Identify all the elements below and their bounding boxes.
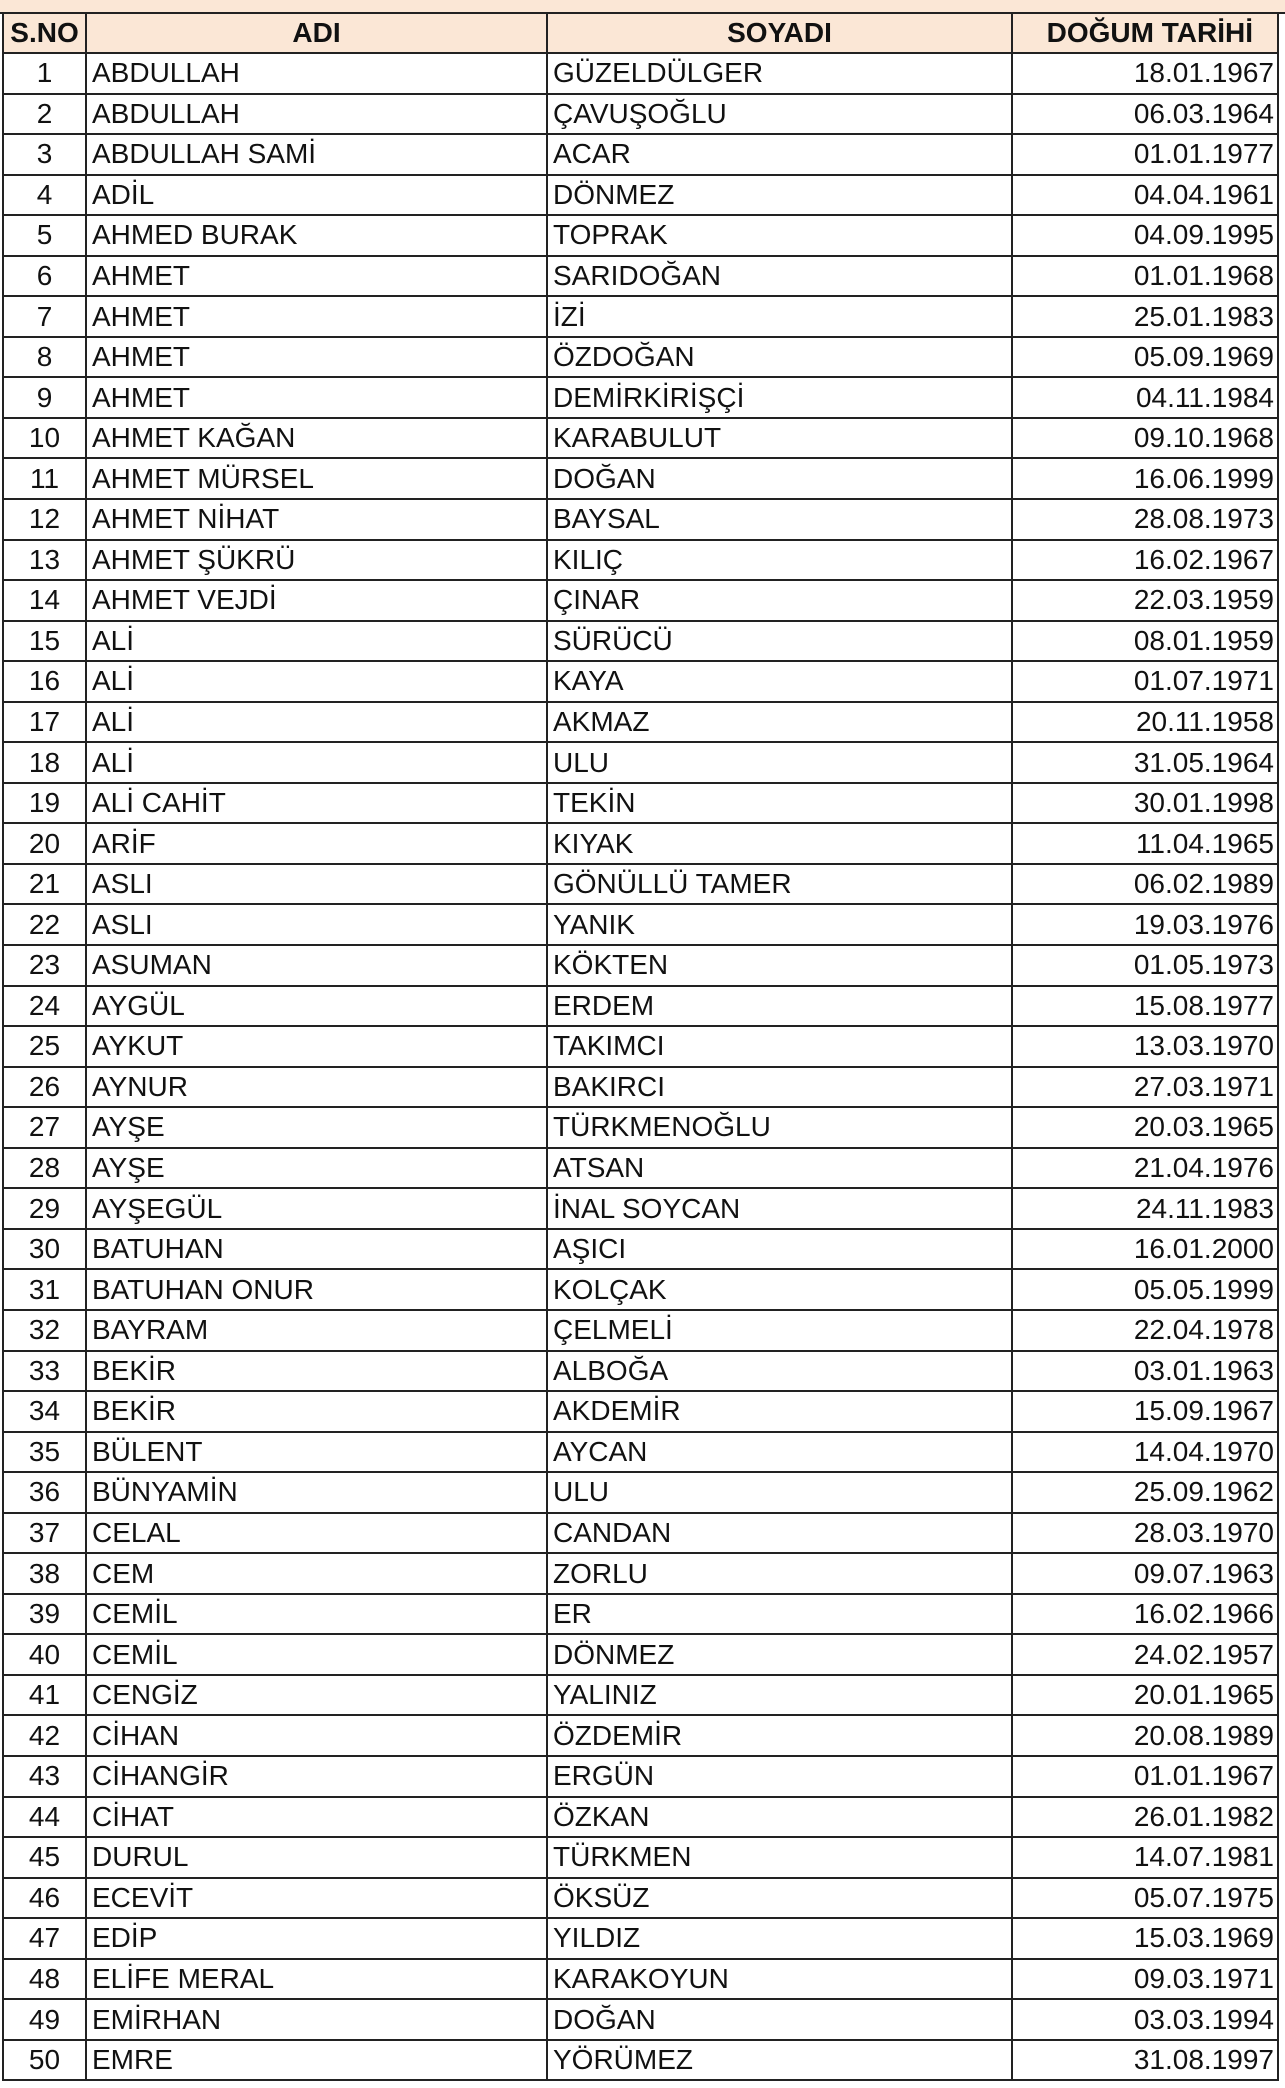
sno-cell: 19 xyxy=(3,783,86,824)
table-row xyxy=(3,1878,1278,1919)
table-row xyxy=(3,1067,1278,1108)
table-row xyxy=(3,580,1278,621)
sno-cell: 28 xyxy=(3,1148,86,1189)
adi-cell: EMRE xyxy=(86,2040,547,2081)
soyadi-cell: DÖNMEZ xyxy=(547,175,1012,216)
sno-cell: 22 xyxy=(3,904,86,945)
dob-cell: 18.01.1967 xyxy=(1012,53,1278,94)
sno-cell: 23 xyxy=(3,945,86,986)
table-row xyxy=(3,864,1278,905)
soyadi-cell: ÇINAR xyxy=(547,580,1012,621)
header-soyadi: SOYADI xyxy=(547,13,1012,53)
adi-cell: CİHANGİR xyxy=(86,1756,547,1797)
dob-cell: 27.03.1971 xyxy=(1012,1067,1278,1108)
adi-cell: AHMET KAĞAN xyxy=(86,418,547,459)
sno-cell: 43 xyxy=(3,1756,86,1797)
adi-cell: AHMET NİHAT xyxy=(86,499,547,540)
sno-cell: 3 xyxy=(3,134,86,175)
dob-cell: 15.09.1967 xyxy=(1012,1391,1278,1432)
adi-cell: CİHAN xyxy=(86,1715,547,1756)
dob-cell: 08.01.1959 xyxy=(1012,621,1278,662)
sno-cell: 8 xyxy=(3,337,86,378)
table-row xyxy=(3,986,1278,1027)
soyadi-cell: ALBOĞA xyxy=(547,1351,1012,1392)
table-row xyxy=(3,256,1278,297)
soyadi-cell: İZİ xyxy=(547,296,1012,337)
dob-cell: 13.03.1970 xyxy=(1012,1026,1278,1067)
sno-cell: 16 xyxy=(3,661,86,702)
adi-cell: AYNUR xyxy=(86,1067,547,1108)
dob-cell: 20.08.1989 xyxy=(1012,1715,1278,1756)
sno-cell: 46 xyxy=(3,1878,86,1919)
dob-cell: 04.09.1995 xyxy=(1012,215,1278,256)
table-row xyxy=(3,540,1278,581)
sno-cell: 1 xyxy=(3,53,86,94)
dob-cell: 06.03.1964 xyxy=(1012,94,1278,135)
adi-cell: ALİ xyxy=(86,702,547,743)
adi-cell: EDİP xyxy=(86,1918,547,1959)
soyadi-cell: ERDEM xyxy=(547,986,1012,1027)
table-row xyxy=(3,134,1278,175)
dob-cell: 14.07.1981 xyxy=(1012,1837,1278,1878)
soyadi-cell: DOĞAN xyxy=(547,1999,1012,2040)
table-row xyxy=(3,1269,1278,1310)
soyadi-cell: KARAKOYUN xyxy=(547,1959,1012,2000)
soyadi-cell: KOLÇAK xyxy=(547,1269,1012,1310)
adi-cell: AHMET ŞÜKRÜ xyxy=(86,540,547,581)
soyadi-cell: ACAR xyxy=(547,134,1012,175)
dob-cell: 21.04.1976 xyxy=(1012,1148,1278,1189)
sno-cell: 17 xyxy=(3,702,86,743)
soyadi-cell: TÜRKMENOĞLU xyxy=(547,1107,1012,1148)
table-row xyxy=(3,1999,1278,2040)
table-row xyxy=(3,1675,1278,1716)
roster-table xyxy=(2,12,1279,2081)
dob-cell: 16.02.1967 xyxy=(1012,540,1278,581)
table-row xyxy=(3,296,1278,337)
soyadi-cell: ER xyxy=(547,1594,1012,1635)
soyadi-cell: DÖNMEZ xyxy=(547,1634,1012,1675)
sno-cell: 13 xyxy=(3,540,86,581)
soyadi-cell: AŞICI xyxy=(547,1229,1012,1270)
table-row xyxy=(3,945,1278,986)
dob-cell: 09.10.1968 xyxy=(1012,418,1278,459)
table-body xyxy=(3,53,1278,2080)
sno-cell: 36 xyxy=(3,1472,86,1513)
dob-cell: 19.03.1976 xyxy=(1012,904,1278,945)
adi-cell: AYŞE xyxy=(86,1107,547,1148)
soyadi-cell: TÜRKMEN xyxy=(547,1837,1012,1878)
table-row xyxy=(3,175,1278,216)
adi-cell: EMİRHAN xyxy=(86,1999,547,2040)
sno-cell: 32 xyxy=(3,1310,86,1351)
adi-cell: ADİL xyxy=(86,175,547,216)
table-row xyxy=(3,661,1278,702)
sno-cell: 18 xyxy=(3,742,86,783)
adi-cell: AHMET xyxy=(86,377,547,418)
adi-cell: AHMET VEJDİ xyxy=(86,580,547,621)
soyadi-cell: KARABULUT xyxy=(547,418,1012,459)
table-row xyxy=(3,1513,1278,1554)
table-row xyxy=(3,377,1278,418)
table-row xyxy=(3,1351,1278,1392)
table-row xyxy=(3,1837,1278,1878)
soyadi-cell: KIYAK xyxy=(547,823,1012,864)
dob-cell: 01.07.1971 xyxy=(1012,661,1278,702)
adi-cell: AHMET xyxy=(86,337,547,378)
soyadi-cell: ÖKSÜZ xyxy=(547,1878,1012,1919)
sno-cell: 40 xyxy=(3,1634,86,1675)
adi-cell: CEMİL xyxy=(86,1634,547,1675)
soyadi-cell: SARIDOĞAN xyxy=(547,256,1012,297)
sno-cell: 25 xyxy=(3,1026,86,1067)
soyadi-cell: GÜZELDÜLGER xyxy=(547,53,1012,94)
adi-cell: ALİ CAHİT xyxy=(86,783,547,824)
table-row xyxy=(3,53,1278,94)
sno-cell: 6 xyxy=(3,256,86,297)
soyadi-cell: AKMAZ xyxy=(547,702,1012,743)
dob-cell: 16.02.1966 xyxy=(1012,1594,1278,1635)
dob-cell: 30.01.1998 xyxy=(1012,783,1278,824)
dob-cell: 05.05.1999 xyxy=(1012,1269,1278,1310)
table-row xyxy=(3,418,1278,459)
dob-cell: 05.09.1969 xyxy=(1012,337,1278,378)
sno-cell: 44 xyxy=(3,1797,86,1838)
soyadi-cell: ZORLU xyxy=(547,1553,1012,1594)
header-sno: S.NO xyxy=(3,13,86,53)
adi-cell: CELAL xyxy=(86,1513,547,1554)
soyadi-cell: İNAL SOYCAN xyxy=(547,1188,1012,1229)
sno-cell: 15 xyxy=(3,621,86,662)
soyadi-cell: ERGÜN xyxy=(547,1756,1012,1797)
sno-cell: 11 xyxy=(3,458,86,499)
dob-cell: 05.07.1975 xyxy=(1012,1878,1278,1919)
sno-cell: 48 xyxy=(3,1959,86,2000)
soyadi-cell: AYCAN xyxy=(547,1432,1012,1473)
adi-cell: ABDULLAH SAMİ xyxy=(86,134,547,175)
table-row xyxy=(3,1148,1278,1189)
soyadi-cell: ÖZKAN xyxy=(547,1797,1012,1838)
soyadi-cell: BAYSAL xyxy=(547,499,1012,540)
adi-cell: BEKİR xyxy=(86,1391,547,1432)
adi-cell: AHMED BURAK xyxy=(86,215,547,256)
adi-cell: AYKUT xyxy=(86,1026,547,1067)
dob-cell: 31.08.1997 xyxy=(1012,2040,1278,2081)
dob-cell: 16.01.2000 xyxy=(1012,1229,1278,1270)
dob-cell: 06.02.1989 xyxy=(1012,864,1278,905)
table-row xyxy=(3,1391,1278,1432)
adi-cell: CEM xyxy=(86,1553,547,1594)
dob-cell: 22.03.1959 xyxy=(1012,580,1278,621)
adi-cell: AYGÜL xyxy=(86,986,547,1027)
soyadi-cell: ÖZDOĞAN xyxy=(547,337,1012,378)
soyadi-cell: ULU xyxy=(547,742,1012,783)
table-row xyxy=(3,458,1278,499)
soyadi-cell: CANDAN xyxy=(547,1513,1012,1554)
sno-cell: 29 xyxy=(3,1188,86,1229)
sno-cell: 49 xyxy=(3,1999,86,2040)
adi-cell: BATUHAN ONUR xyxy=(86,1269,547,1310)
table-row xyxy=(3,499,1278,540)
dob-cell: 24.11.1983 xyxy=(1012,1188,1278,1229)
dob-cell: 14.04.1970 xyxy=(1012,1432,1278,1473)
table-row xyxy=(3,1188,1278,1229)
soyadi-cell: DOĞAN xyxy=(547,458,1012,499)
dob-cell: 25.01.1983 xyxy=(1012,296,1278,337)
dob-cell: 31.05.1964 xyxy=(1012,742,1278,783)
adi-cell: ALİ xyxy=(86,661,547,702)
table-row xyxy=(3,1229,1278,1270)
adi-cell: AHMET xyxy=(86,256,547,297)
sno-cell: 2 xyxy=(3,94,86,135)
dob-cell: 26.01.1982 xyxy=(1012,1797,1278,1838)
sno-cell: 35 xyxy=(3,1432,86,1473)
header-adi: ADI xyxy=(86,13,547,53)
soyadi-cell: YANIK xyxy=(547,904,1012,945)
sno-cell: 34 xyxy=(3,1391,86,1432)
soyadi-cell: KAYA xyxy=(547,661,1012,702)
soyadi-cell: ÇELMELİ xyxy=(547,1310,1012,1351)
header-dob: DOĞUM TARİHİ xyxy=(1012,13,1278,53)
adi-cell: DURUL xyxy=(86,1837,547,1878)
sno-cell: 4 xyxy=(3,175,86,216)
dob-cell: 03.01.1963 xyxy=(1012,1351,1278,1392)
sno-cell: 24 xyxy=(3,986,86,1027)
dob-cell: 20.03.1965 xyxy=(1012,1107,1278,1148)
sno-cell: 33 xyxy=(3,1351,86,1392)
table-header xyxy=(3,13,1278,53)
dob-cell: 24.02.1957 xyxy=(1012,1634,1278,1675)
adi-cell: CEMİL xyxy=(86,1594,547,1635)
table-row xyxy=(3,1553,1278,1594)
dob-cell: 09.07.1963 xyxy=(1012,1553,1278,1594)
adi-cell: BAYRAM xyxy=(86,1310,547,1351)
sno-cell: 38 xyxy=(3,1553,86,1594)
adi-cell: BATUHAN xyxy=(86,1229,547,1270)
soyadi-cell: YILDIZ xyxy=(547,1918,1012,1959)
soyadi-cell: YÖRÜMEZ xyxy=(547,2040,1012,2081)
table-row xyxy=(3,337,1278,378)
sno-cell: 50 xyxy=(3,2040,86,2081)
table-row xyxy=(3,94,1278,135)
table-row xyxy=(3,1756,1278,1797)
sno-cell: 14 xyxy=(3,580,86,621)
adi-cell: BEKİR xyxy=(86,1351,547,1392)
sno-cell: 37 xyxy=(3,1513,86,1554)
table-row xyxy=(3,1472,1278,1513)
adi-cell: BÜLENT xyxy=(86,1432,547,1473)
adi-cell: ASLI xyxy=(86,904,547,945)
dob-cell: 01.01.1967 xyxy=(1012,1756,1278,1797)
dob-cell: 11.04.1965 xyxy=(1012,823,1278,864)
sno-cell: 45 xyxy=(3,1837,86,1878)
soyadi-cell: KILIÇ xyxy=(547,540,1012,581)
dob-cell: 25.09.1962 xyxy=(1012,1472,1278,1513)
adi-cell: CİHAT xyxy=(86,1797,547,1838)
table-row xyxy=(3,1107,1278,1148)
soyadi-cell: TAKIMCI xyxy=(547,1026,1012,1067)
table-row xyxy=(3,2040,1278,2081)
adi-cell: ECEVİT xyxy=(86,1878,547,1919)
adi-cell: CENGİZ xyxy=(86,1675,547,1716)
soyadi-cell: GÖNÜLLÜ TAMER xyxy=(547,864,1012,905)
soyadi-cell: AKDEMİR xyxy=(547,1391,1012,1432)
dob-cell: 16.06.1999 xyxy=(1012,458,1278,499)
dob-cell: 04.11.1984 xyxy=(1012,377,1278,418)
adi-cell: BÜNYAMİN xyxy=(86,1472,547,1513)
sno-cell: 47 xyxy=(3,1918,86,1959)
adi-cell: AYŞEGÜL xyxy=(86,1188,547,1229)
soyadi-cell: YALINIZ xyxy=(547,1675,1012,1716)
table-row xyxy=(3,1959,1278,2000)
soyadi-cell: ÇAVUŞOĞLU xyxy=(547,94,1012,135)
dob-cell: 22.04.1978 xyxy=(1012,1310,1278,1351)
dob-cell: 03.03.1994 xyxy=(1012,1999,1278,2040)
soyadi-cell: SÜRÜCÜ xyxy=(547,621,1012,662)
table-row xyxy=(3,1310,1278,1351)
adi-cell: AHMET MÜRSEL xyxy=(86,458,547,499)
table-row xyxy=(3,1026,1278,1067)
adi-cell: ALİ xyxy=(86,621,547,662)
adi-cell: AYŞE xyxy=(86,1148,547,1189)
soyadi-cell: ÖZDEMİR xyxy=(547,1715,1012,1756)
adi-cell: ABDULLAH xyxy=(86,53,547,94)
dob-cell: 15.03.1969 xyxy=(1012,1918,1278,1959)
sno-cell: 5 xyxy=(3,215,86,256)
table-row xyxy=(3,1634,1278,1675)
sno-cell: 10 xyxy=(3,418,86,459)
soyadi-cell: BAKIRCI xyxy=(547,1067,1012,1108)
header-row xyxy=(3,13,1278,53)
dob-cell: 28.08.1973 xyxy=(1012,499,1278,540)
sno-cell: 9 xyxy=(3,377,86,418)
dob-cell: 09.03.1971 xyxy=(1012,1959,1278,2000)
soyadi-cell: KÖKTEN xyxy=(547,945,1012,986)
soyadi-cell: DEMİRKİRİŞÇİ xyxy=(547,377,1012,418)
adi-cell: ASUMAN xyxy=(86,945,547,986)
table-row xyxy=(3,702,1278,743)
table-row xyxy=(3,1432,1278,1473)
table-row xyxy=(3,1918,1278,1959)
table-row xyxy=(3,1797,1278,1838)
table-row xyxy=(3,904,1278,945)
adi-cell: ALİ xyxy=(86,742,547,783)
sno-cell: 30 xyxy=(3,1229,86,1270)
dob-cell: 28.03.1970 xyxy=(1012,1513,1278,1554)
sno-cell: 12 xyxy=(3,499,86,540)
dob-cell: 01.01.1977 xyxy=(1012,134,1278,175)
adi-cell: ASLI xyxy=(86,864,547,905)
adi-cell: AHMET xyxy=(86,296,547,337)
sno-cell: 41 xyxy=(3,1675,86,1716)
sno-cell: 31 xyxy=(3,1269,86,1310)
sno-cell: 39 xyxy=(3,1594,86,1635)
soyadi-cell: ULU xyxy=(547,1472,1012,1513)
sno-cell: 7 xyxy=(3,296,86,337)
table-row xyxy=(3,621,1278,662)
dob-cell: 15.08.1977 xyxy=(1012,986,1278,1027)
sno-cell: 26 xyxy=(3,1067,86,1108)
soyadi-cell: TEKİN xyxy=(547,783,1012,824)
dob-cell: 01.05.1973 xyxy=(1012,945,1278,986)
table-row xyxy=(3,1594,1278,1635)
table-row xyxy=(3,823,1278,864)
sno-cell: 42 xyxy=(3,1715,86,1756)
soyadi-cell: ATSAN xyxy=(547,1148,1012,1189)
dob-cell: 20.01.1965 xyxy=(1012,1675,1278,1716)
soyadi-cell: TOPRAK xyxy=(547,215,1012,256)
sno-cell: 27 xyxy=(3,1107,86,1148)
adi-cell: ELİFE MERAL xyxy=(86,1959,547,2000)
table-row xyxy=(3,783,1278,824)
table-row xyxy=(3,742,1278,783)
adi-cell: ABDULLAH xyxy=(86,94,547,135)
adi-cell: ARİF xyxy=(86,823,547,864)
sno-cell: 21 xyxy=(3,864,86,905)
dob-cell: 20.11.1958 xyxy=(1012,702,1278,743)
dob-cell: 01.01.1968 xyxy=(1012,256,1278,297)
table-row xyxy=(3,215,1278,256)
dob-cell: 04.04.1961 xyxy=(1012,175,1278,216)
table-row xyxy=(3,1715,1278,1756)
sno-cell: 20 xyxy=(3,823,86,864)
